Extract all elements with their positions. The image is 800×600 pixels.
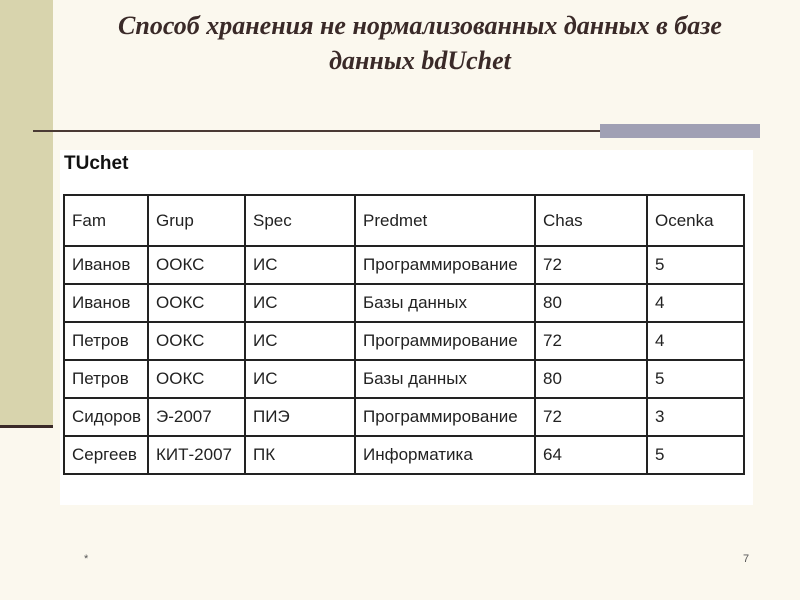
table-cell: 4 — [647, 322, 744, 360]
side-decor-band — [0, 0, 53, 425]
table-cell: Петров — [64, 322, 148, 360]
column-header: Predmet — [355, 195, 535, 246]
footer-marker: * — [84, 553, 89, 565]
table-image-panel — [60, 150, 753, 505]
table-cell: ООКС — [148, 246, 245, 284]
table-cell: Э-2007 — [148, 398, 245, 436]
table-cell: 72 — [535, 246, 647, 284]
table-cell: ИС — [245, 246, 355, 284]
table-cell: 5 — [647, 246, 744, 284]
table-row — [64, 322, 744, 360]
table-cell: 5 — [647, 436, 744, 474]
side-decor-line — [0, 425, 53, 428]
table-cell: ООКС — [148, 284, 245, 322]
table-cell: Программирование — [355, 322, 535, 360]
table-cell: 72 — [535, 398, 647, 436]
slide-page-number: 7 — [743, 553, 750, 565]
table-cell: Программирование — [355, 398, 535, 436]
table-cell: ИС — [245, 322, 355, 360]
table-cell: Информатика — [355, 436, 535, 474]
column-header: Spec — [245, 195, 355, 246]
table-cell: Сергеев — [64, 436, 148, 474]
table-cell: 80 — [535, 284, 647, 322]
table-cell: 80 — [535, 360, 647, 398]
table-cell: Базы данных — [355, 360, 535, 398]
column-header: Grup — [148, 195, 245, 246]
table-cell: Иванов — [64, 284, 148, 322]
table-cell: ПИЭ — [245, 398, 355, 436]
table-header-row — [64, 195, 744, 246]
column-header: Fam — [64, 195, 148, 246]
slide-title — [70, 8, 770, 78]
table-row — [64, 398, 744, 436]
table-cell: 3 — [647, 398, 744, 436]
table-cell: 64 — [535, 436, 647, 474]
slide-title-line2: данных bdUchet — [329, 46, 511, 75]
table-row — [64, 360, 744, 398]
title-divider-accent — [600, 124, 760, 138]
table-row — [64, 436, 744, 474]
table-cell: ИС — [245, 360, 355, 398]
table-cell: Сидоров — [64, 398, 148, 436]
table-name: TUchet — [64, 153, 129, 174]
column-header: Ocenka — [647, 195, 744, 246]
table-cell: Программирование — [355, 246, 535, 284]
table-cell: ПК — [245, 436, 355, 474]
title-divider — [33, 130, 600, 132]
table-cell: КИТ-2007 — [148, 436, 245, 474]
table-row — [64, 246, 744, 284]
table-cell: 72 — [535, 322, 647, 360]
table-cell: ООКС — [148, 360, 245, 398]
data-table — [63, 194, 745, 475]
table-cell: Базы данных — [355, 284, 535, 322]
table-cell: Петров — [64, 360, 148, 398]
table-cell: ООКС — [148, 322, 245, 360]
table-row — [64, 284, 744, 322]
slide-title-line1: Способ хранения не нормализованных данных в базе — [118, 11, 722, 40]
table-cell: 4 — [647, 284, 744, 322]
table-cell: 5 — [647, 360, 744, 398]
table-cell: ИС — [245, 284, 355, 322]
column-header: Chas — [535, 195, 647, 246]
table-cell: Иванов — [64, 246, 148, 284]
